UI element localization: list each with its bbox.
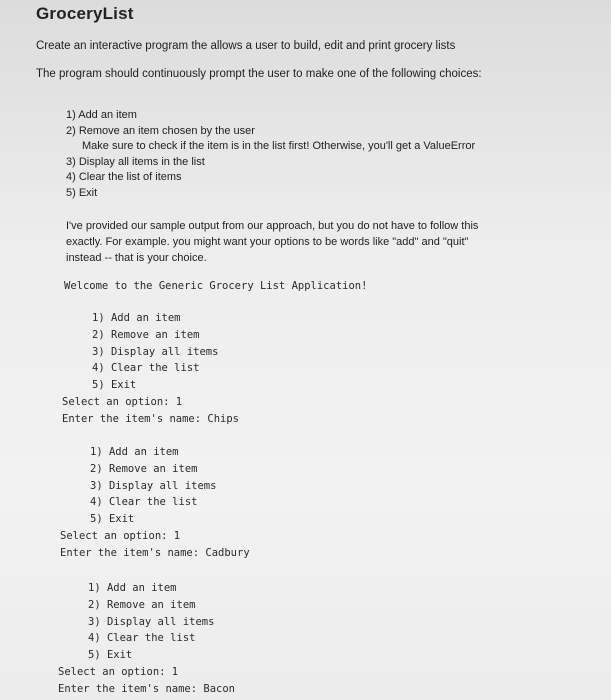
menu-item-remove: 2) Remove an item <box>88 598 196 611</box>
menu-item-add: 1) Add an item <box>88 582 177 594</box>
intro-line-1: Create an interactive program the allows a user to build, edit and print grocery lists <box>36 40 456 52</box>
menu-item-display: 3) Display all items <box>90 479 217 492</box>
choices-list <box>66 108 475 201</box>
menu-item-remove: 2) Remove an item <box>90 462 198 475</box>
sample-block-1 <box>62 310 239 428</box>
menu-item-display: 3) Display all items <box>92 345 219 358</box>
menu-item-exit: 5) Exit <box>92 379 137 392</box>
menu-item-exit: 5) Exit <box>90 513 135 526</box>
sample-block-3 <box>58 580 235 698</box>
menu-item-clear: 4) Clear the list <box>92 362 200 375</box>
note-line-1: I've provided our sample output from our approach, but you do not have to follow this <box>66 220 479 232</box>
intro-line-2: The program should continuously prompt the user to make one of the following choices: <box>36 68 482 80</box>
sample-block-2 <box>60 444 250 562</box>
menu-item-add: 1) Add an item <box>92 312 181 324</box>
select-option-line: Select an option: 1 <box>58 665 179 678</box>
menu-item-clear: 4) Clear the list <box>90 496 198 509</box>
enter-item-line: Enter the item's name: Bacon <box>58 682 236 695</box>
choice-display-items: 3) Display all items in the list <box>66 155 205 168</box>
choice-exit: 5) Exit <box>66 186 98 199</box>
select-option-line: Select an option: 1 <box>60 529 181 542</box>
sample-welcome: Welcome to the Generic Grocery List Application! <box>64 280 368 292</box>
menu-item-exit: 5) Exit <box>88 649 133 662</box>
note-paragraph <box>66 218 478 266</box>
choice-remove-note: Make sure to check if the item is in the list first! Otherwise, you'll get a ValueError <box>82 140 476 152</box>
choice-add-item: 1) Add an item <box>66 109 137 121</box>
choice-remove-item: 2) Remove an item chosen by the user <box>66 124 255 137</box>
select-option-line: Select an option: 1 <box>62 395 183 408</box>
menu-item-display: 3) Display all items <box>88 615 215 628</box>
note-line-3: instead -- that is your choice. <box>66 252 207 264</box>
choice-clear-list: 4) Clear the list of items <box>66 171 182 183</box>
enter-item-line: Enter the item's name: Cadbury <box>60 546 250 559</box>
enter-item-line: Enter the item's name: Chips <box>62 412 240 425</box>
menu-item-add: 1) Add an item <box>90 446 179 458</box>
document-title: GroceryList <box>36 4 134 23</box>
menu-item-remove: 2) Remove an item <box>92 328 200 341</box>
note-line-2: exactly. For example. you might want your options to be words like "add" and "quit" <box>66 236 469 248</box>
menu-item-clear: 4) Clear the list <box>88 632 196 645</box>
